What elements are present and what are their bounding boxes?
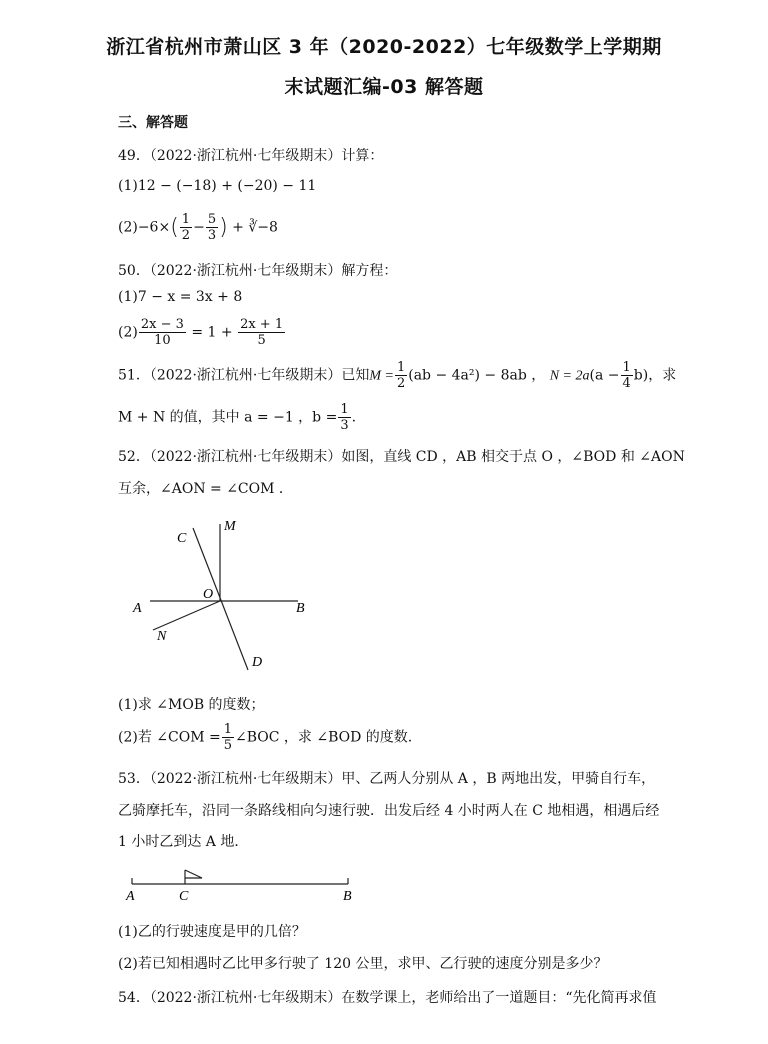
q50-fraction-2 [238,317,285,348]
q51-b-denominator: 3 [340,418,349,433]
q52-figure [120,510,320,680]
label-b: B [296,601,305,616]
q50-p2-prefix: (2) [118,324,138,341]
label-a: A [133,601,142,616]
q51-n-close: b) [633,367,649,384]
q51-period: . [351,409,357,426]
q51-values: M + N 的值，其中 a = −1 ，b = [118,409,338,426]
label-c: C [179,889,189,904]
q53-line-2: 乙骑摩托车，沿同一条路线相向匀速行驶．出发后经 4 小时两人在 C 地相遇，相遇后经 [118,803,660,819]
q49-right-paren: ) [219,215,228,240]
flag-icon [185,870,202,878]
q52-denominator: 5 [223,738,232,753]
q50-fraction-1 [139,317,186,348]
q50-part-1: (1)7 − x = 3x + 8 [118,289,243,305]
q52-p2-suffix: ∠BOC ，求 ∠BOD 的度数. [235,729,413,746]
q50-f1-numerator: 2x − 3 [140,317,184,332]
q52-part-2 [118,722,412,753]
q50-part-2 [118,317,286,348]
ray-on [153,601,220,630]
q51-b-numerator: 1 [340,402,349,417]
q53-part-2: (2)若已知相遇时乙比甲多行驶了 120 公里，求甲、乙行驶的速度分别是多少？ [118,956,608,972]
q49-left-paren: ( [170,215,179,240]
q51-m-denominator: 2 [396,376,406,391]
q52-part-1: (1)求 ∠MOB 的度数； [118,697,265,713]
q49-fraction-1 [180,212,192,243]
section-heading: 三、解答题 [118,115,188,131]
document-title-line-2: 末试题汇编-03 解答题 [284,76,484,98]
q51-b-fraction [338,402,350,433]
q52-numerator: 1 [223,722,232,737]
document-title-line-1: 浙江省杭州市萧山区 3 年（2020-2022）七年级数学上学期期 [106,36,662,58]
q50-f1-denominator: 10 [154,333,171,348]
q50-heading: 50．（2022·浙江杭州·七年级期末）解方程： [118,263,398,279]
q53-line-1: 53．（2022·浙江杭州·七年级期末）甲、乙两人分别从 A ，B 两地出发，甲骑自行车， [118,771,656,787]
label-n: N [157,629,167,644]
q51-line-1 [118,360,676,391]
q51-m-fraction [395,360,407,391]
q53-line-3: 1 小时乙到达 A 地． [118,834,249,850]
q52-fraction [222,722,234,753]
q51-m-suffix: (ab − 4a²) − 8ab ， [408,367,546,384]
q51-line-2 [118,402,356,433]
q53-figure [120,864,370,908]
label-b: B [343,889,352,904]
label-c: C [177,531,187,546]
q51-m-prefix: M = [369,368,394,384]
q51-n-open: (a − [589,367,620,384]
q49-f1-numerator: 1 [181,212,191,227]
label-o: O [203,587,214,602]
q52-line-2: 互余，∠AON = ∠COM ． [118,481,293,497]
q49-f2-denominator: 3 [207,228,217,243]
q49-part-2 [118,212,278,243]
q49-minus: − [193,219,205,236]
q49-p2-suffix: + ∛−8 [232,219,278,236]
label-a: A [126,889,135,904]
q49-heading: 49．（2022·浙江杭州·七年级期末）计算： [118,148,384,164]
q51-heading: 51．（2022·浙江杭州·七年级期末）已知 [118,367,370,384]
q54-line-1: 54．（2022·浙江杭州·七年级期末）在数学课上，老师给出了一道题目：“先化简再求值 [118,990,657,1006]
q49-part-1: (1)12 − (−18) + (−20) − 11 [118,178,317,194]
q51-n-numerator: 1 [622,360,631,375]
q51-m-numerator: 1 [396,360,406,375]
q49-f1-denominator: 2 [181,228,191,243]
label-m: M [224,519,236,534]
q51-tail: ，求 [648,367,677,384]
q52-line-1: 52．（2022·浙江杭州·七年级期末）如图，直线 CD ，AB 相交于点 O ，∠BOD 和 ∠AON [118,449,685,465]
label-d: D [252,655,263,670]
q49-fraction-2 [206,212,218,243]
q52-p2-prefix: (2)若 ∠COM = [118,729,221,746]
q50-p2-middle: = 1 + [191,324,233,341]
q49-f2-numerator: 5 [207,212,217,227]
q49-p2-prefix: (2)−6× [118,219,171,236]
q51-n-fraction [621,360,633,391]
q51-n-prefix: N = 2a [549,368,590,384]
q51-n-denominator: 4 [622,376,631,391]
q50-f2-denominator: 5 [257,333,266,348]
q50-f2-numerator: 2x + 1 [240,317,284,332]
q53-part-1: (1)乙的行驶速度是甲的几倍？ [118,924,306,940]
